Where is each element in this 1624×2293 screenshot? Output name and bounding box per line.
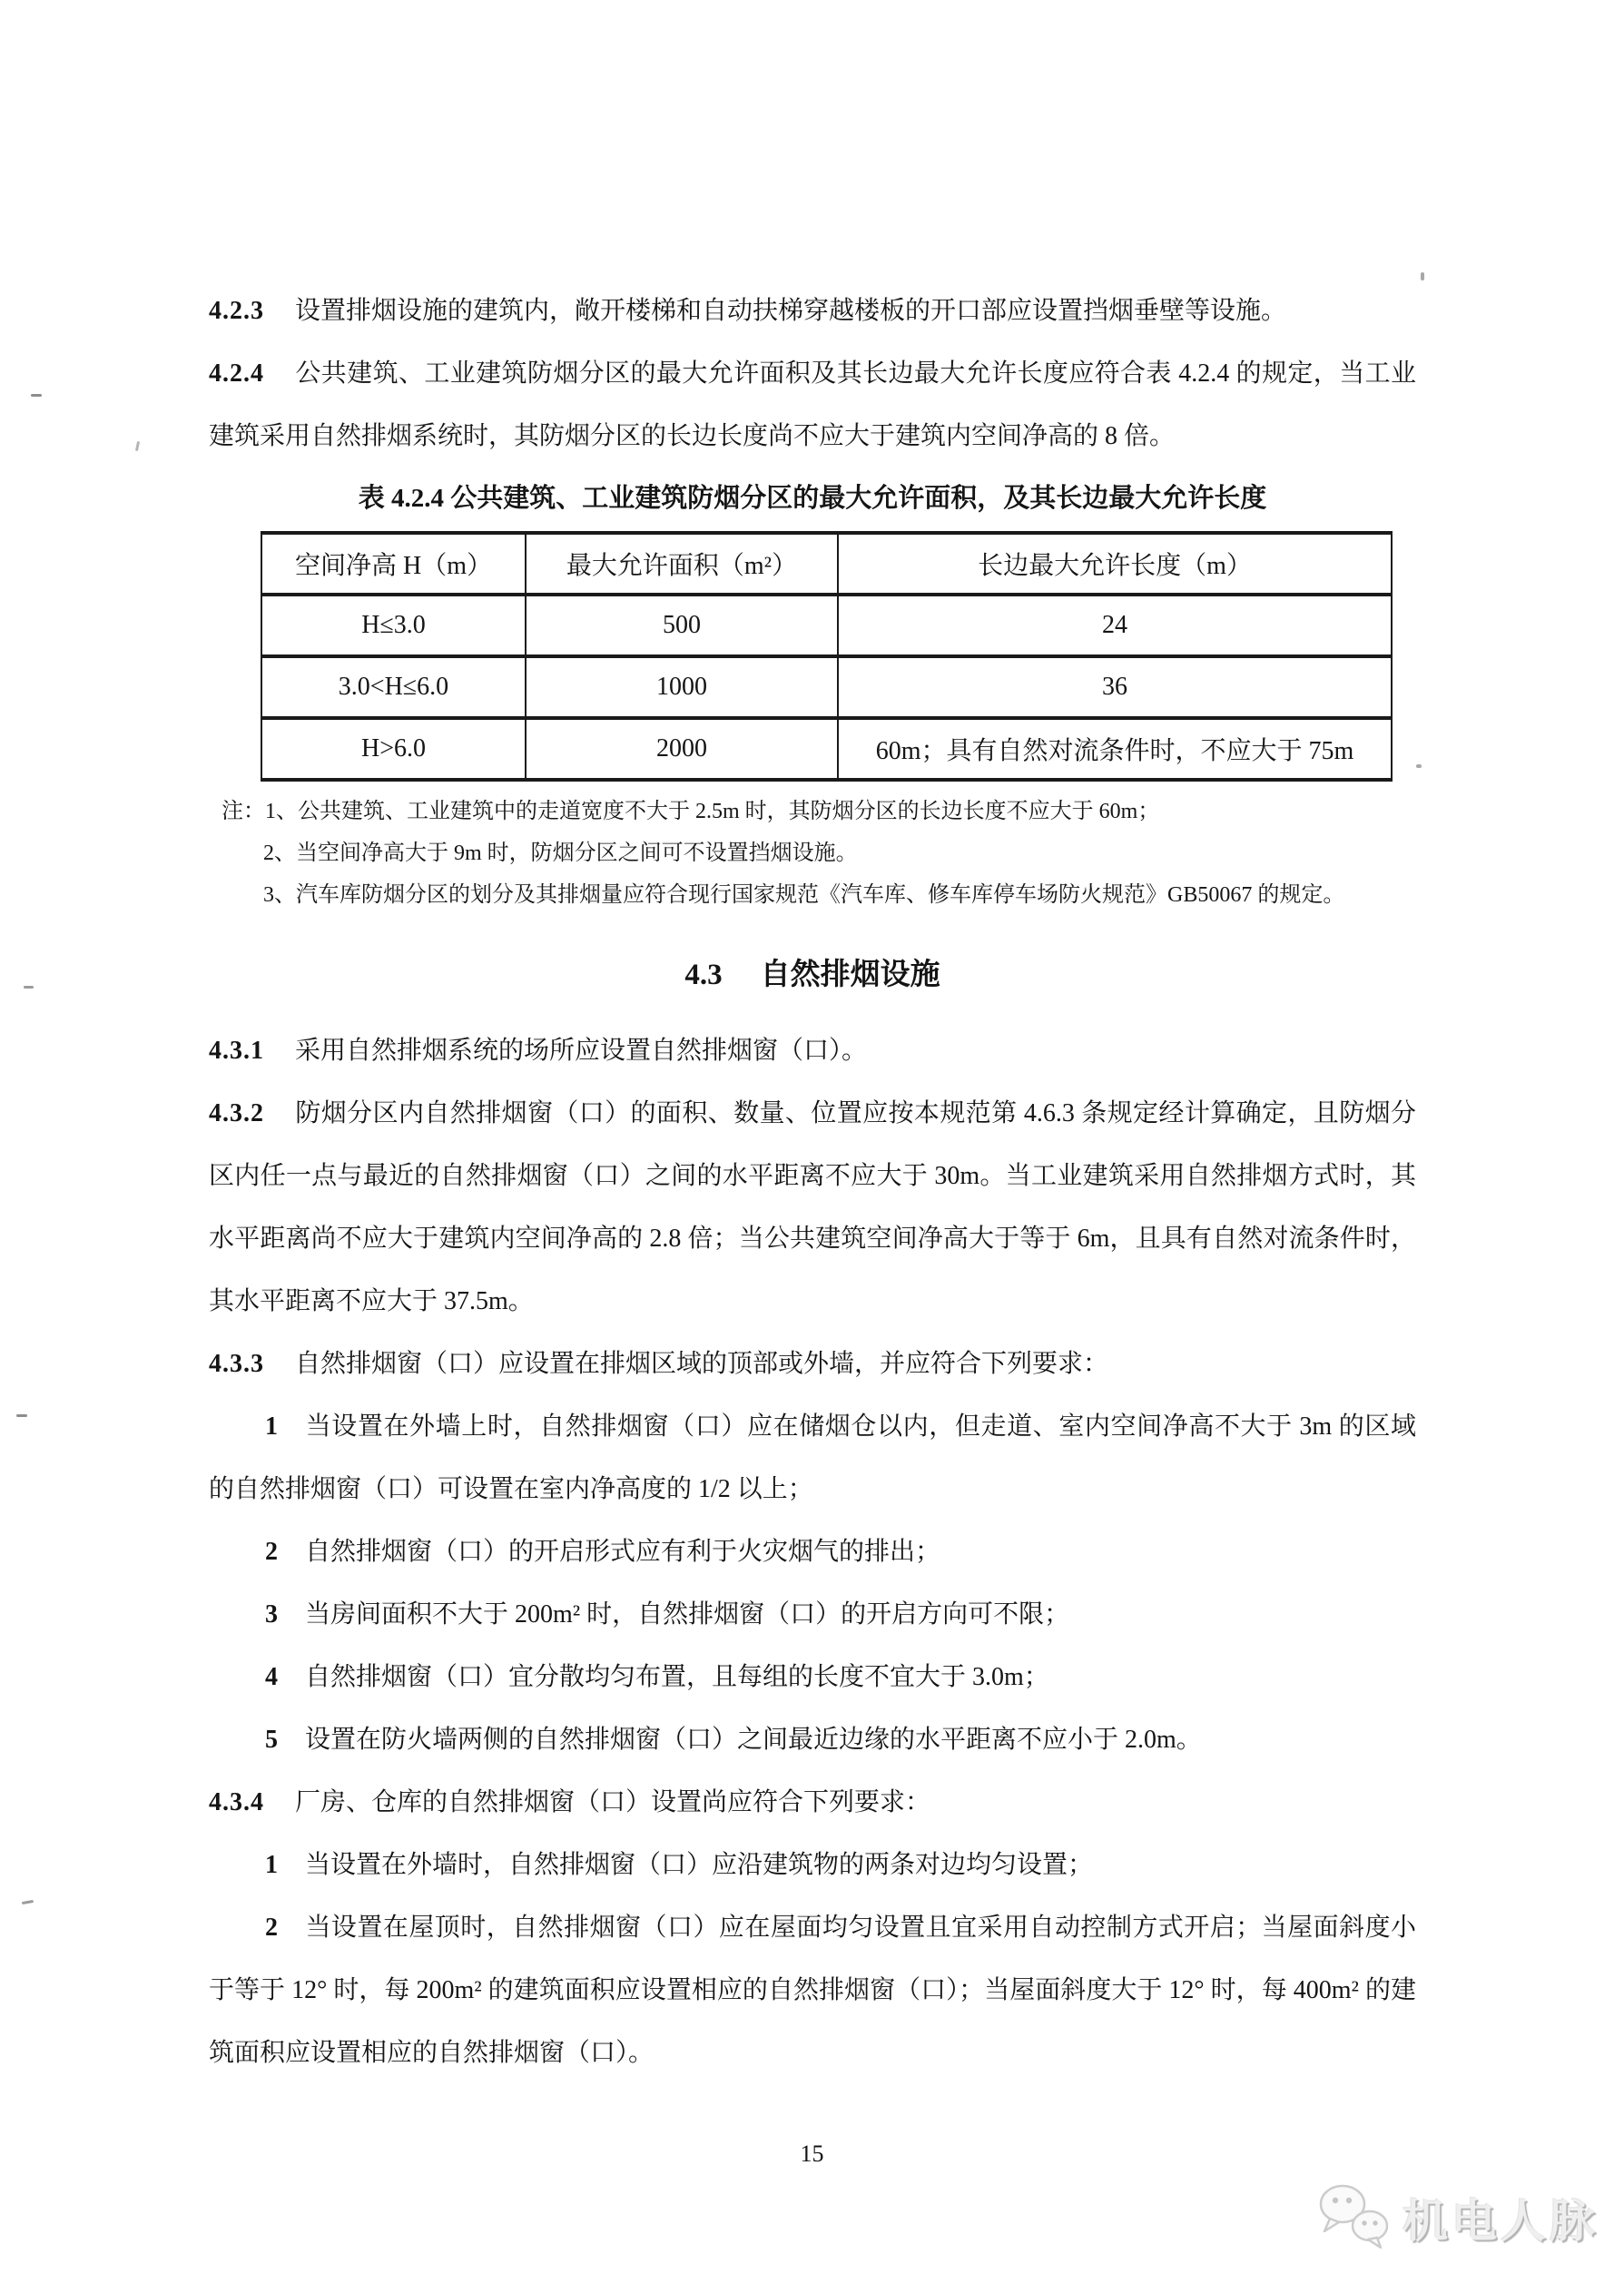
item-number: 4: [265, 1663, 278, 1691]
scan-artifact: [1421, 272, 1424, 280]
clause-text: 设置排烟设施的建筑内，敞开楼梯和自动扶梯穿越楼板的开口部应设置挡烟垂壁等设施。: [295, 297, 1287, 325]
note-label: 注：: [221, 800, 265, 823]
table-cell: 2000: [526, 718, 838, 780]
scan-artifact: [1416, 764, 1422, 768]
section-heading-4-3: [209, 952, 1416, 998]
clause-text: 自然排烟窗（口）应设置在排烟区域的顶部或外墙，并应符合下列要求：: [295, 1350, 1109, 1378]
item-number: 2: [265, 1914, 278, 1942]
page-content: [209, 280, 1416, 2084]
table-header-cell: 最大允许面积（m²）: [526, 533, 838, 595]
clause-number: 4.3.2: [209, 1099, 264, 1127]
item-text: 自然排烟窗（口）宜分散均匀布置，且每组的长度不宜大于 3.0m；: [305, 1663, 1049, 1691]
table-cell: 3.0<H≤6.0: [261, 656, 526, 718]
watermark: [1315, 2180, 1599, 2254]
table-cell: H>6.0: [261, 718, 526, 780]
clause-4-3-2: [209, 1082, 1416, 1333]
item-text: 当设置在外墙时，自然排烟窗（口）应沿建筑物的两条对边均匀设置；: [305, 1851, 1094, 1879]
table-title: 表 4.2.4 公共建筑、工业建筑防烟分区的最大允许面积，及其长边最大允许长度: [358, 484, 1267, 513]
item-text: 自然排烟窗（口）的开启形式应有利于火灾烟气的排出；: [305, 1538, 941, 1566]
scan-artifact: [24, 986, 34, 989]
item-number: 2: [265, 1538, 278, 1566]
wechat-icon: [1315, 2180, 1395, 2254]
table-cell: H≤3.0: [261, 595, 526, 656]
list-item: [209, 1896, 1416, 2084]
table-row: [261, 595, 1392, 656]
table-note: 2、当空间净高大于 9m 时，防烟分区之间可不设置挡烟设施。: [263, 841, 858, 865]
clause-4-2-4: [209, 342, 1416, 467]
table-cell: 1000: [526, 656, 838, 718]
item-text: 当房间面积不大于 200m² 时，自然排烟窗（口）的开启方向可不限；: [305, 1600, 1070, 1629]
table-cell: 36: [838, 656, 1392, 718]
clause-number: 4.3.3: [209, 1350, 264, 1378]
table-header-cell: 长边最大允许长度（m）: [838, 533, 1392, 595]
clause-4-3-1: [209, 1019, 1416, 1082]
item-number: 1: [265, 1412, 278, 1441]
scan-artifact: [31, 394, 42, 397]
table-header-cell: 空间净高 H（m）: [261, 533, 526, 595]
clause-number: 4.2.3: [209, 297, 264, 325]
clause-number: 4.3.4: [209, 1788, 264, 1816]
table-cell: 500: [526, 595, 838, 656]
table-header-row: [261, 533, 1392, 595]
data-table: [261, 531, 1393, 782]
item-text: 设置在防火墙两侧的自然排烟窗（口）之间最近边缘的水平距离不应小于 2.0m。: [305, 1726, 1202, 1754]
note-text: 1、公共建筑、工业建筑中的走道宽度不大于 2.5m 时，其防烟分区的长边长度不应大于 60m；: [265, 800, 1160, 823]
clause-number: 4.2.4: [209, 359, 264, 388]
list-item: [209, 1646, 1416, 1708]
item-number: 3: [265, 1600, 278, 1629]
clause-number: 4.3.1: [209, 1037, 264, 1065]
item-text: 当设置在外墙上时，自然排烟窗（口）应在储烟仓以内，但走道、室内空间净高不大于 3m 的区域的自然排烟窗（口）可设置在室内净高度的 1/2 以上；: [209, 1412, 1416, 1503]
clause-text: 厂房、仓库的自然排烟窗（口）设置尚应符合下列要求：: [295, 1788, 931, 1816]
clause-text: 采用自然排烟系统的场所应设置自然排烟窗（口）。: [295, 1037, 868, 1065]
table-cell: 24: [838, 595, 1392, 656]
clause-text: 防烟分区内自然排烟窗（口）的面积、数量、位置应按本规范第 4.6.3 条规定经计算确定，且防烟分区内任一点与最近的自然排烟窗（口）之间的水平距离不应大于 30m。当工业建筑采用自然排烟方式时，其水平距离尚不应大于建筑内空间净高的 2.8 倍；当公共建筑空间净高大于等于 6m，且具有自然对流条件时，其水平距离不应大于 37.5m。: [209, 1099, 1416, 1315]
section-number: 4.3: [684, 959, 723, 991]
list-item: [209, 1520, 1416, 1583]
table-note: [221, 791, 1416, 832]
table-notes: [209, 791, 1416, 916]
watermark-text: 机电人脉: [1403, 2195, 1599, 2247]
clause-4-3-4: [209, 1771, 1416, 1834]
section-title: 自然排烟设施: [760, 959, 940, 991]
list-item: [209, 1583, 1416, 1646]
list-item: [209, 1708, 1416, 1771]
item-number: 1: [265, 1851, 278, 1879]
table-row: [261, 656, 1392, 718]
clause-text: 公共建筑、工业建筑防烟分区的最大允许面积及其长边最大允许长度应符合表 4.2.4 的规定，当工业建筑采用自然排烟系统时，其防烟分区的长边长度尚不应大于建筑内空间净高的 8 倍。: [209, 359, 1416, 450]
scan-artifact: [16, 1414, 27, 1417]
scan-artifact: [22, 1900, 34, 1904]
clause-4-3-3: [209, 1333, 1416, 1395]
table-row: [261, 718, 1392, 780]
scan-artifact: [135, 441, 140, 451]
item-number: 5: [265, 1726, 278, 1754]
list-item: [209, 1395, 1416, 1520]
page-number: 15: [800, 2140, 824, 2167]
item-text: 当设置在屋顶时，自然排烟窗（口）应在屋面均匀设置且宜采用自动控制方式开启；当屋面斜度小于等于 12° 时，每 200m² 的建筑面积应设置相应的自然排烟窗（口）；当屋面斜度大于 12° 时，每 400m² 的建筑面积应设置相应的自然排烟窗（口）。: [209, 1914, 1416, 2067]
table-note: 3、汽车库防烟分区的划分及其排烟量应符合现行国家规范《汽车库、修车库停车场防火规范》GB50067 的规定。: [263, 883, 1345, 907]
table-cell: 60m；具有自然对流条件时，不应大于 75m: [838, 718, 1392, 780]
list-item: [209, 1834, 1416, 1896]
clause-4-2-3: [209, 280, 1416, 342]
